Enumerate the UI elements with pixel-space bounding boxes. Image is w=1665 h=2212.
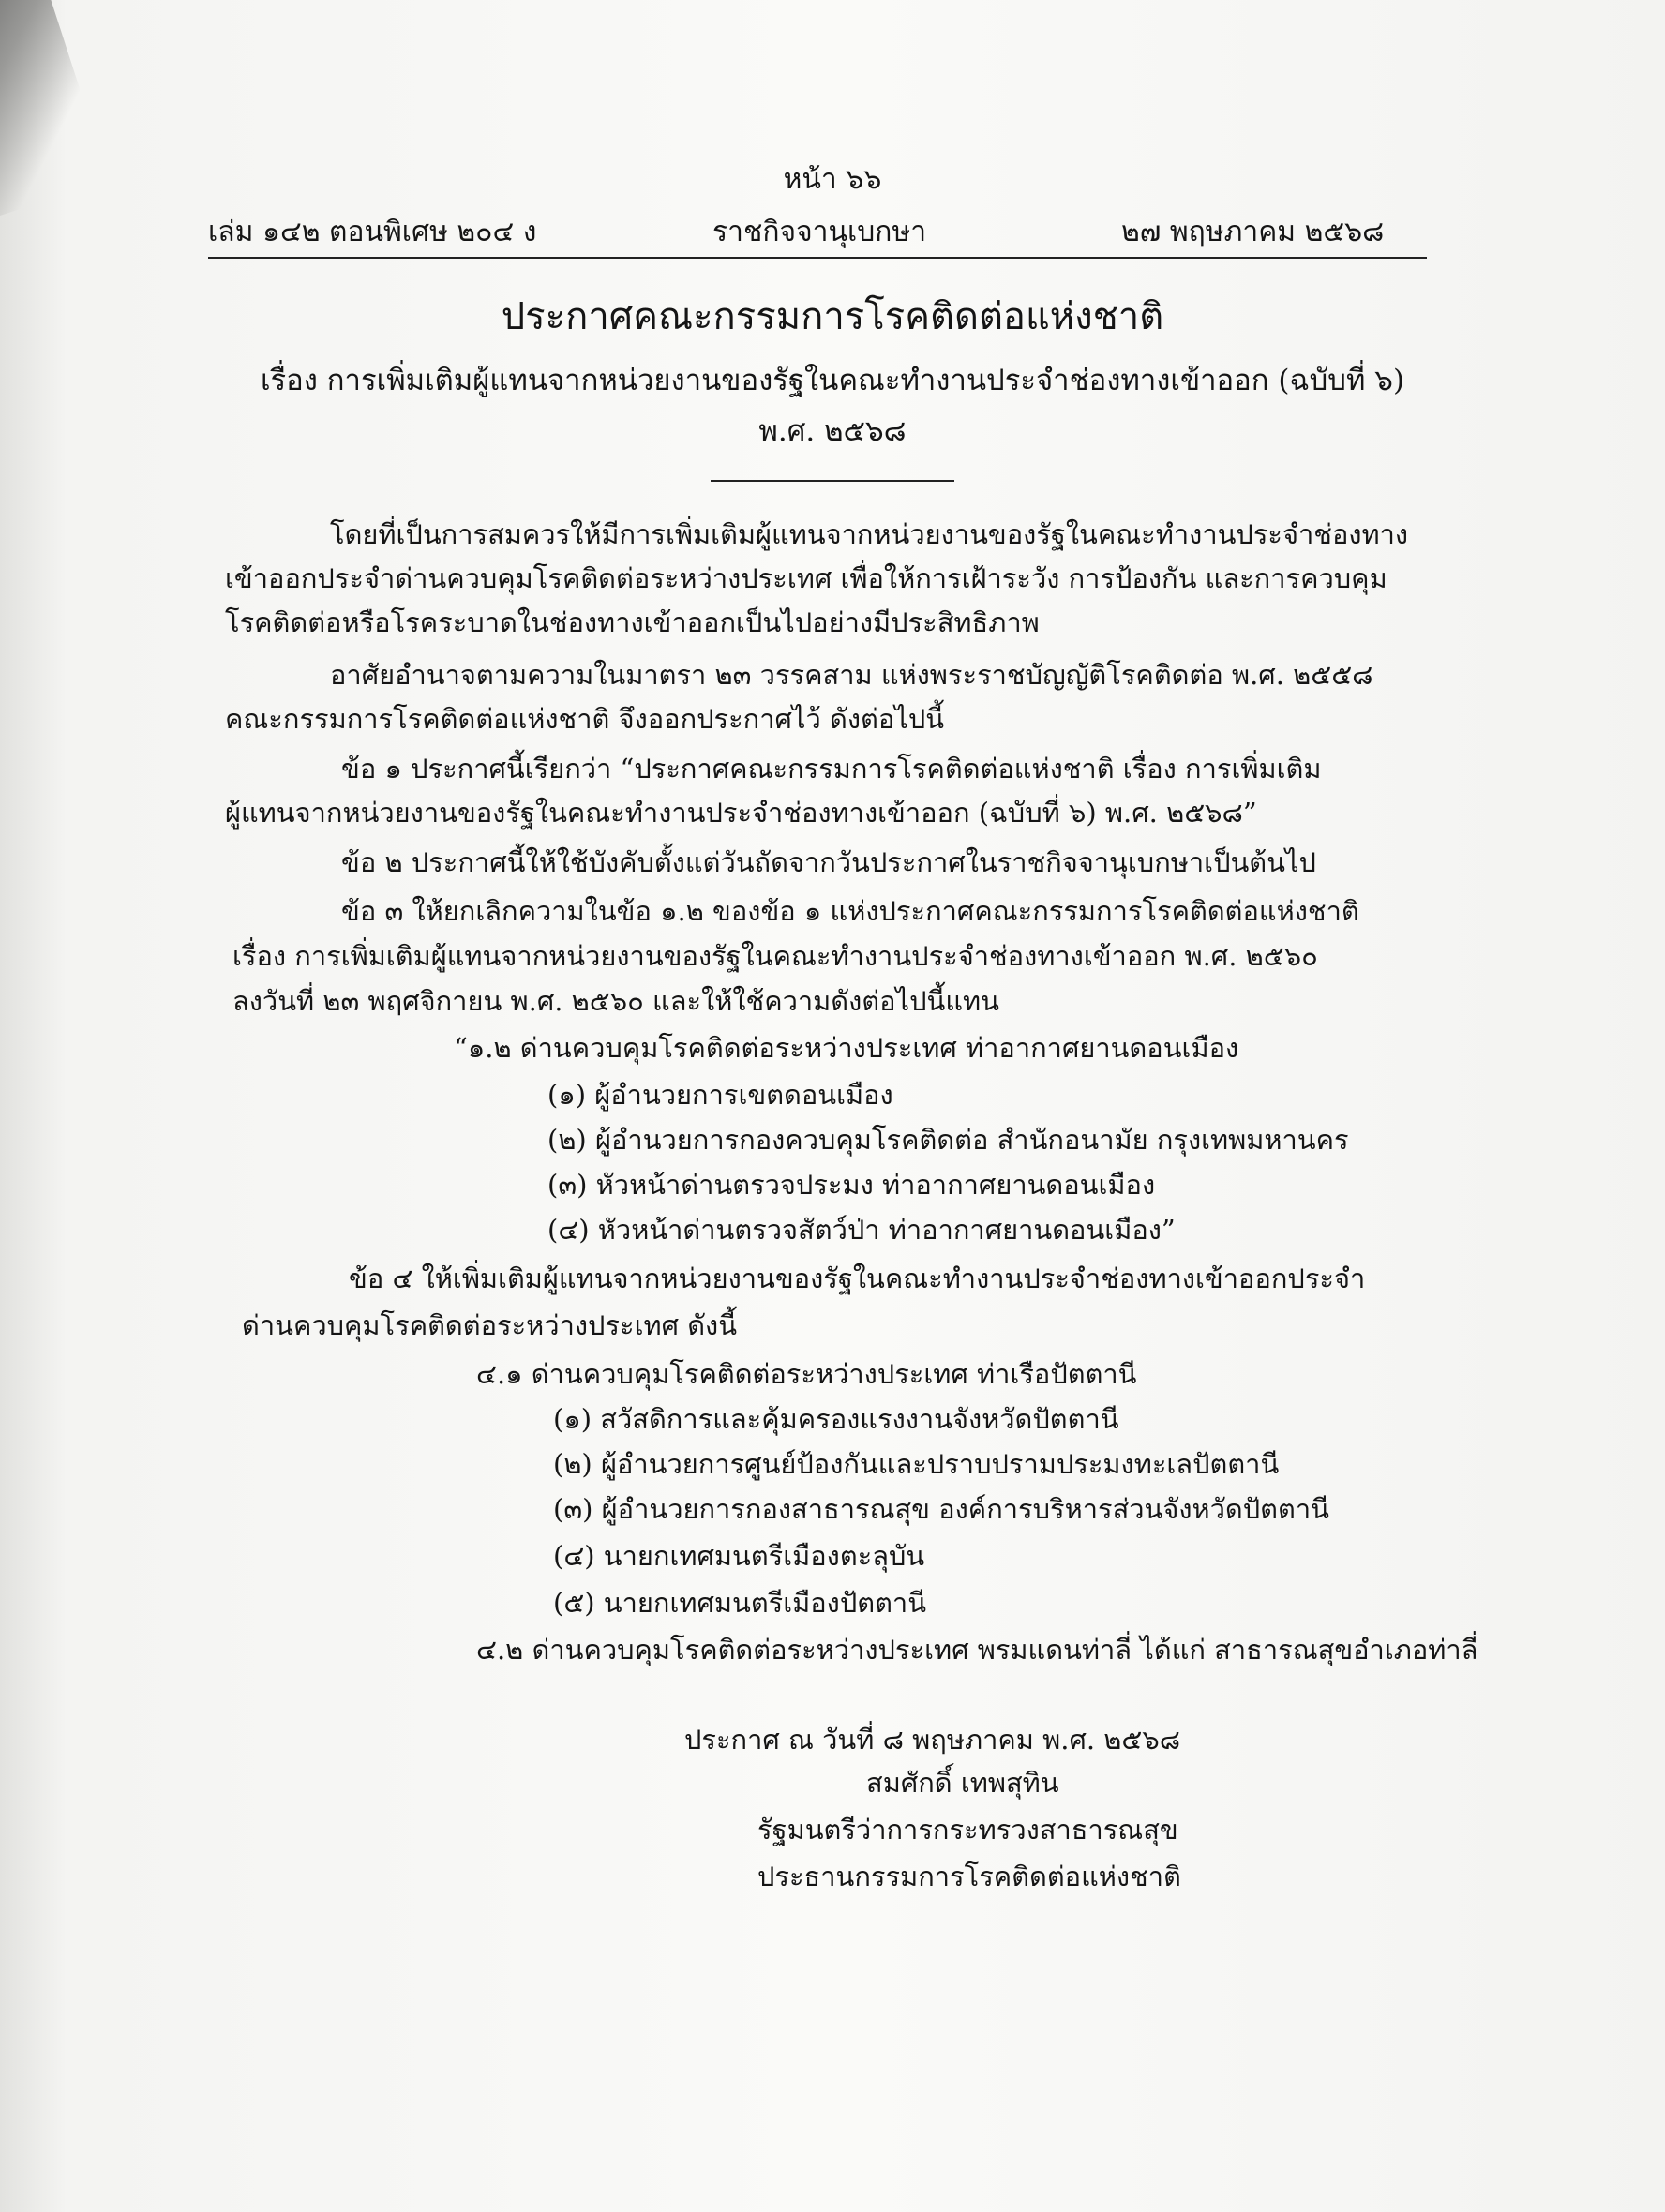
document-subject: เรื่อง การเพิ่มเติมผู้แทนจากหน่วยงานของรัฐในคณะทำงานประจำช่องทางเข้าออก (ฉบับที่ ๖): [260, 364, 1405, 397]
clause-3-heading: “๑.๒ ด่านควบคุมโรคติดต่อระหว่างประเทศ ท่าอากาศยานดอนเมือง: [454, 1032, 1239, 1064]
clause-3-line: เรื่อง การเพิ่มเติมผู้แทนจากหน่วยงานของรัฐในคณะทำงานประจำช่องทางเข้าออก พ.ศ. ๒๕๖๐: [232, 940, 1318, 972]
preamble-line: เข้าออกประจำด่านควบคุมโรคติดต่อระหว่างประเทศ เพื่อให้การเฝ้าระวัง การป้องกัน และการควบคุม: [225, 562, 1388, 594]
clause-3-item: (๓) หัวหน้าด่านตรวจประมง ท่าอากาศยานดอนเมือง: [548, 1169, 1156, 1201]
preamble-line: โรคติดต่อหรือโรคระบาดในช่องทางเข้าออกเป็นไปอย่างมีประสิทธิภาพ: [225, 606, 1040, 638]
signatory-name: สมศักดิ์ เทพสุทิน: [866, 1767, 1059, 1799]
clause-4-line: ด่านควบคุมโรคติดต่อระหว่างประเทศ ดังนี้: [242, 1309, 738, 1341]
gazette-name: ราชกิจจานุเบกษา: [712, 216, 927, 248]
clause-3-item: (๔) หัวหน้าด่านตรวจสัตว์ป่า ท่าอากาศยานดอนเมือง”: [548, 1214, 1176, 1246]
signatory-position: ประธานกรรมการโรคติดต่อแห่งชาติ: [758, 1861, 1181, 1892]
page-number: หน้า ๖๖: [783, 163, 882, 196]
clause-4-1-item: (๔) นายกเทศมนตรีเมืองตะลุบัน: [553, 1540, 925, 1572]
document-year: พ.ศ. ๒๕๖๘: [758, 414, 907, 448]
clause-3-line: ลงวันที่ ๒๓ พฤศจิกายน พ.ศ. ๒๕๖๐ และให้ใช้ความดังต่อไปนี้แทน: [232, 985, 999, 1017]
clause-3-item: (๒) ผู้อำนวยการกองควบคุมโรคติดต่อ สำนักอนามัย กรุงเทพมหานคร: [548, 1124, 1349, 1156]
gazette-date: ๒๗ พฤษภาคม ๒๕๖๘: [1121, 216, 1385, 248]
clause-4-1-item: (๒) ผู้อำนวยการศูนย์ป้องกันและปราบปรามประมงทะเลปัตตานี: [553, 1448, 1280, 1480]
volume-info: เล่ม ๑๔๒ ตอนพิเศษ ๒๐๔ ง: [208, 216, 537, 248]
title-rule: [711, 480, 954, 482]
clause-4-1-item: (๑) สวัสดิการและคุ้มครองแรงงานจังหวัดปัตตานี: [553, 1403, 1119, 1435]
authority-line: คณะกรรมการโรคติดต่อแห่งชาติ จึงออกประกาศไว้ ดังต่อไปนี้: [225, 703, 945, 735]
clause-4-1-item: (๓) ผู้อำนวยการกองสาธารณสุข องค์การบริหารส่วนจังหวัดปัตตานี: [553, 1493, 1329, 1525]
clause-3-line: ข้อ ๓ ให้ยกเลิกความในข้อ ๑.๒ ของข้อ ๑ แห่งประกาศคณะกรรมการโรคติดต่อแห่งชาติ: [341, 895, 1359, 927]
clause-1-line: ข้อ ๑ ประกาศนี้เรียกว่า “ประกาศคณะกรรมการโรคติดต่อแห่งชาติ เรื่อง การเพิ่มเติม: [341, 753, 1322, 785]
header-rule: [208, 257, 1427, 259]
clause-4-1-heading: ๔.๑ ด่านควบคุมโรคติดต่อระหว่างประเทศ ท่าเรือปัตตานี: [476, 1358, 1137, 1390]
clause-1-line: ผู้แทนจากหน่วยงานของรัฐในคณะทำงานประจำช่องทางเข้าออก (ฉบับที่ ๖) พ.ศ. ๒๕๖๘”: [225, 797, 1257, 829]
preamble-line: โดยที่เป็นการสมควรให้มีการเพิ่มเติมผู้แทนจากหน่วยงานของรัฐในคณะทำงานประจำช่องทาง: [330, 518, 1409, 550]
clause-4-1-item: (๕) นายกเทศมนตรีเมืองปัตตานี: [553, 1587, 927, 1619]
clause-2: ข้อ ๒ ประกาศนี้ให้ใช้บังคับตั้งแต่วันถัดจากวันประกาศในราชกิจจานุเบกษาเป็นต้นไป: [341, 846, 1316, 878]
document-title: ประกาศคณะกรรมการโรคติดต่อแห่งชาติ: [501, 295, 1164, 338]
authority-line: อาศัยอำนาจตามความในมาตรา ๒๓ วรรคสาม แห่งพระราชบัญญัติโรคติดต่อ พ.ศ. ๒๕๕๘: [330, 659, 1373, 691]
signatory-position: รัฐมนตรีว่าการกระทรวงสาธารณสุข: [758, 1814, 1178, 1846]
clause-4-2: ๔.๒ ด่านควบคุมโรคติดต่อระหว่างประเทศ พรมแดนท่าลี่ ได้แก่ สาธารณสุขอำเภอท่าลี่: [476, 1634, 1478, 1666]
clause-4-line: ข้อ ๔ ให้เพิ่มเติมผู้แทนจากหน่วยงานของรัฐในคณะทำงานประจำช่องทางเข้าออกประจำ: [349, 1263, 1366, 1294]
clause-3-item: (๑) ผู้อำนวยการเขตดอนเมือง: [548, 1079, 893, 1111]
signature-date: ประกาศ ณ วันที่ ๘ พฤษภาคม พ.ศ. ๒๕๖๘: [684, 1724, 1181, 1756]
